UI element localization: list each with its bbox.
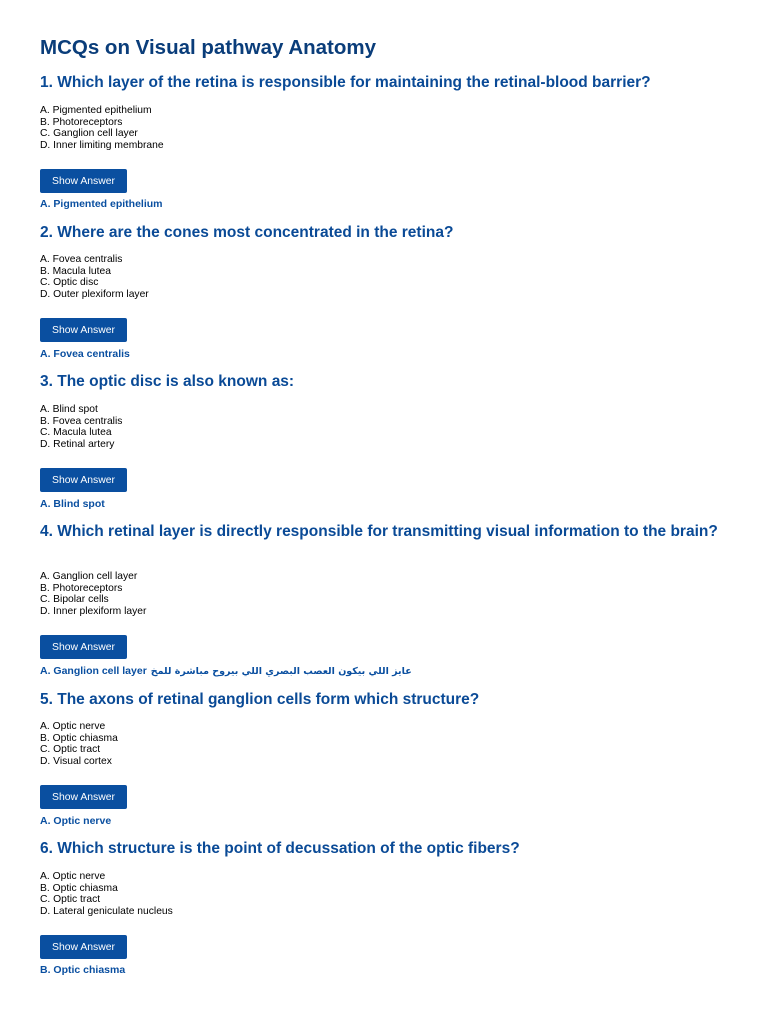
question-5-text: 5. The axons of retinal ganglion cells form which structure? bbox=[40, 691, 480, 708]
option-a: A. Optic nerve bbox=[40, 721, 106, 732]
answer-6 bbox=[40, 964, 125, 977]
option-d: D. Lateral geniculate nucleus bbox=[40, 906, 173, 918]
answer-5 bbox=[40, 815, 111, 828]
answer-4 bbox=[40, 665, 412, 678]
option-b: B. Optic chiasma bbox=[40, 882, 118, 894]
question-4-options bbox=[40, 571, 146, 618]
option-d: D. Inner plexiform layer bbox=[40, 606, 147, 618]
option-c: C. Optic disc bbox=[40, 277, 99, 289]
option-a: A. Blind spot bbox=[40, 404, 98, 415]
question-2-options bbox=[40, 254, 149, 301]
answer-3 bbox=[40, 498, 105, 511]
question-3-text: 3. The optic disc is also known as: bbox=[40, 373, 295, 390]
option-c: C. Optic tract bbox=[40, 744, 101, 756]
option-b: B. Photoreceptors bbox=[40, 582, 123, 594]
page-title: MCQs on Visual pathway Anatomy bbox=[40, 36, 377, 59]
option-d: D. Retinal artery bbox=[40, 439, 115, 451]
show-answer-button-5[interactable]: Show Answer bbox=[40, 785, 127, 809]
option-c: C. Ganglion cell layer bbox=[40, 128, 138, 140]
option-a: A. Ganglion cell layer bbox=[40, 571, 138, 582]
option-d: D. Outer plexiform layer bbox=[40, 289, 149, 301]
answer-text: A. Optic nerve bbox=[40, 815, 112, 827]
answer-text: B. Optic chiasma bbox=[40, 964, 126, 976]
question-6-options bbox=[40, 871, 173, 918]
option-a: A. Pigmented epithelium bbox=[40, 105, 152, 116]
option-b: B. Photoreceptors bbox=[40, 116, 123, 128]
show-answer-button-4[interactable]: Show Answer bbox=[40, 635, 127, 659]
question-4-text: 4. Which retinal layer is directly responsible for transmitting visual information to the brain? bbox=[40, 523, 718, 540]
answer-1 bbox=[40, 198, 163, 211]
option-c: C. Macula lutea bbox=[40, 427, 112, 439]
answer-text: A. Ganglion cell layer bbox=[40, 665, 147, 677]
option-b: B. Fovea centralis bbox=[40, 415, 123, 427]
question-1-text: 1. Which layer of the retina is responsible for maintaining the retinal-blood barrier? bbox=[40, 74, 651, 91]
show-answer-button-3[interactable]: Show Answer bbox=[40, 468, 127, 492]
option-c: C. Bipolar cells bbox=[40, 594, 109, 606]
question-1-options bbox=[40, 105, 164, 152]
answer-text: A. Blind spot bbox=[40, 498, 105, 510]
question-5-options bbox=[40, 721, 118, 768]
option-c: C. Optic tract bbox=[40, 894, 101, 906]
show-answer-button-2[interactable]: Show Answer bbox=[40, 318, 127, 342]
answer-text: A. Fovea centralis bbox=[40, 348, 130, 360]
answer-2 bbox=[40, 348, 130, 361]
question-2-text: 2. Where are the cones most concentrated in the retina? bbox=[40, 224, 454, 241]
option-a: A. Fovea centralis bbox=[40, 254, 123, 265]
show-answer-button-1[interactable]: Show Answer bbox=[40, 169, 127, 193]
question-6-text: 6. Which structure is the point of decussation of the optic fibers? bbox=[40, 840, 520, 857]
option-d: D. Inner limiting membrane bbox=[40, 140, 164, 152]
question-3-options bbox=[40, 404, 122, 451]
option-d: D. Visual cortex bbox=[40, 756, 112, 768]
answer-note: عايز اللي بيكون العصب البصري اللي بيروح مباشرة للمخ bbox=[150, 666, 412, 677]
option-b: B. Optic chiasma bbox=[40, 732, 118, 744]
answer-text: A. Pigmented epithelium bbox=[40, 198, 163, 210]
option-a: A. Optic nerve bbox=[40, 871, 106, 882]
option-b: B. Macula lutea bbox=[40, 265, 111, 277]
show-answer-button-6[interactable]: Show Answer bbox=[40, 935, 127, 959]
